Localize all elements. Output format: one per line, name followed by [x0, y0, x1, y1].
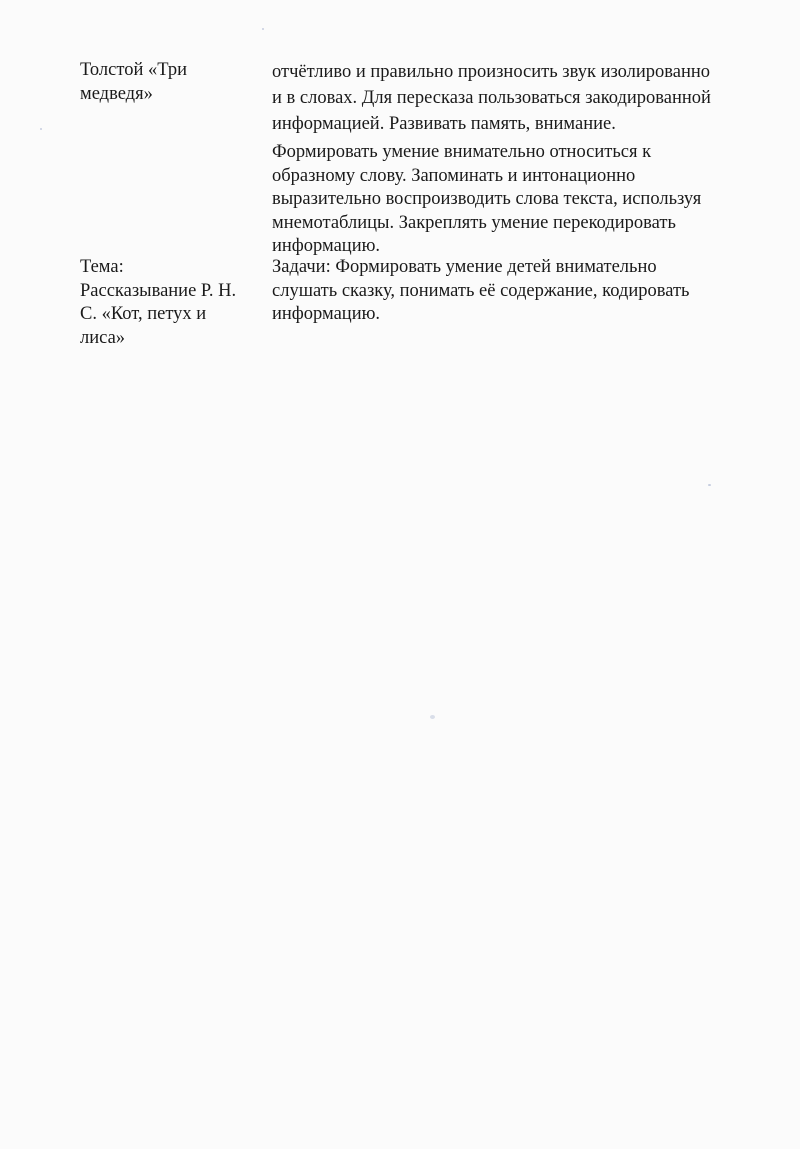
- text-line: Толстой «Три: [80, 60, 187, 80]
- scan-speck: [708, 484, 711, 486]
- text-line: Рассказывание Р. Н.: [80, 280, 237, 301]
- topic-cell: [80, 256, 265, 350]
- text-line: Формировать умение внимательно относиться к: [272, 142, 652, 162]
- text-line: мнемотаблицы. Закреплять умение перекодировать: [272, 212, 676, 233]
- topic-cell: [80, 59, 265, 106]
- text-line: образному слову. Запоминать и интонационно: [272, 165, 636, 186]
- scan-speck: [262, 28, 264, 30]
- text-line: С. «Кот, петух и: [80, 304, 207, 324]
- tasks-cell: [272, 256, 772, 327]
- paragraph: [272, 59, 772, 137]
- text-line: медведя»: [80, 83, 153, 104]
- text-line: информацией. Развивать память, внимание.: [272, 114, 616, 134]
- paragraph: [272, 141, 772, 259]
- text-line: Тема:: [80, 257, 124, 277]
- text-line: лиса»: [80, 327, 126, 348]
- text-line: отчётливо и правильно произносить звук изолированно: [272, 62, 711, 82]
- text-line: информацию.: [272, 236, 381, 256]
- text-line: выразительно воспроизводить слова текста, используя: [272, 189, 702, 209]
- scan-speck: [40, 128, 42, 130]
- text-line: слушать сказку, понимать её содержание, кодировать: [272, 280, 690, 301]
- text-line: информацию.: [272, 304, 381, 324]
- text-line: Задачи: Формировать умение детей внимательно: [272, 257, 657, 277]
- scan-speck: [430, 715, 435, 719]
- tasks-cell: [272, 59, 772, 259]
- text-line: и в словах. Для пересказа пользоваться закодированной: [272, 88, 711, 108]
